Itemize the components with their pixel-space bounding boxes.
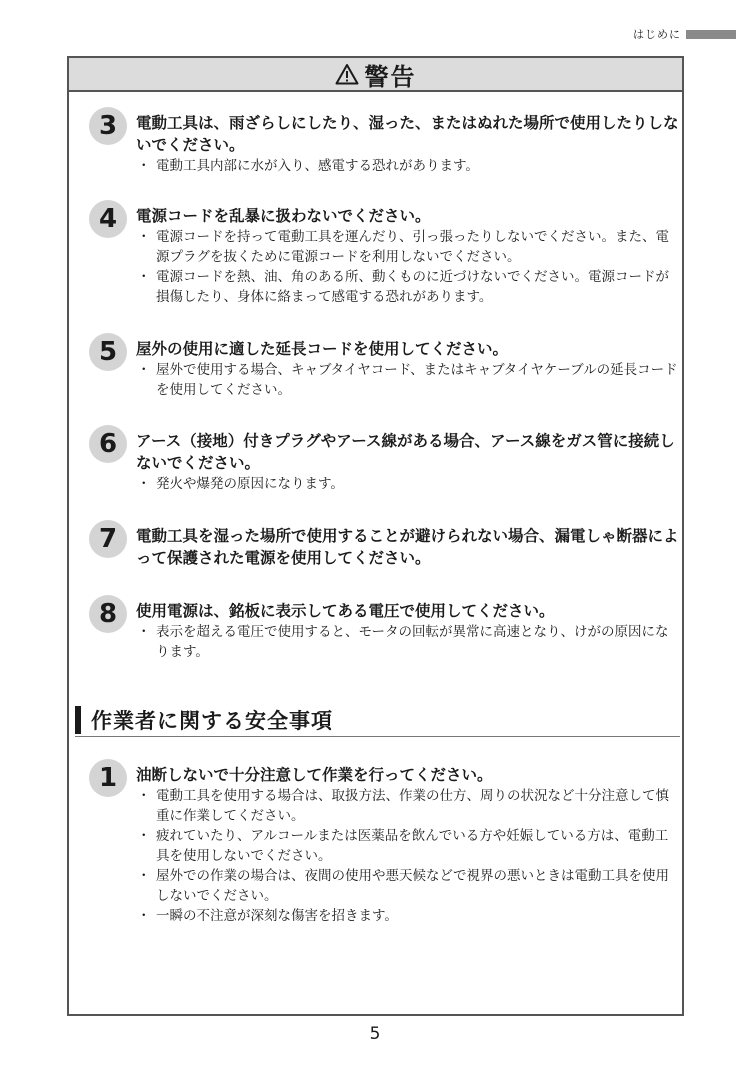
warning-item bbox=[89, 525, 679, 569]
chapter-tab-bar bbox=[686, 30, 736, 39]
chapter-tab-label: はじめに bbox=[633, 28, 681, 41]
page-number: 5 bbox=[369, 1024, 381, 1044]
item-heading: 電源コードを乱暴に扱わないでください。 bbox=[136, 207, 431, 225]
item-number: 5 bbox=[89, 333, 127, 371]
safety-item bbox=[89, 764, 679, 926]
item-bullet: ・ 電源コードを熱、油、角のある所、動くものに近づけないでください。電源コードが損傷したり、身体に絡まって感電する恐れがあります。 bbox=[136, 267, 679, 307]
warning-item bbox=[89, 338, 679, 400]
warning-item bbox=[89, 205, 679, 307]
warning-item bbox=[89, 112, 679, 176]
item-bullet: ・ 疲れていたり、アルコールまたは医薬品を飲んでいる方や妊娠している方は、電動工具を使用しないでください。 bbox=[136, 826, 679, 866]
item-heading: 電動工具は、雨ざらしにしたり、湿った、またはぬれた場所で使用したりしないでください。 bbox=[136, 114, 679, 154]
warning-item bbox=[89, 600, 679, 662]
item-heading: アース（接地）付きプラグやアース線がある場合、アース線をガス管に接続しないでください。 bbox=[136, 432, 675, 472]
item-number: 3 bbox=[89, 107, 127, 145]
item-bullet: ・ 電動工具内部に水が入り、感電する恐れがあります。 bbox=[136, 156, 679, 176]
item-bullet: ・ 屋外で使用する場合、キャブタイヤコード、またはキャブタイヤケーブルの延長コードを使用してください。 bbox=[136, 360, 679, 400]
warning-title: 警告 bbox=[364, 62, 417, 91]
section-marker bbox=[75, 706, 81, 734]
item-number: 4 bbox=[89, 200, 127, 238]
warning-frame bbox=[67, 56, 684, 1016]
item-bullet: ・ 表示を超える電圧で使用すると、モータの回転が異常に高速となり、けがの原因になります。 bbox=[136, 622, 679, 662]
item-number: 1 bbox=[89, 759, 127, 797]
warning-header bbox=[69, 58, 682, 92]
item-number: 7 bbox=[89, 520, 127, 558]
warning-triangle-icon bbox=[335, 63, 359, 85]
warning-item bbox=[89, 430, 679, 494]
item-heading: 電動工具を湿った場所で使用することが避けられない場合、漏電しゃ断器によって保護された電源を使用してください。 bbox=[136, 527, 679, 567]
item-number: 6 bbox=[89, 425, 127, 463]
item-bullet: ・ 電源コードを持って電動工具を運んだり、引っ張ったりしないでください。また、電源プラグを抜くために電源コードを利用しないでください。 bbox=[136, 227, 679, 267]
section-title-text: 作業者に関する安全事項 bbox=[91, 709, 333, 733]
item-bullet: ・ 一瞬の不注意が深刻な傷害を招きます。 bbox=[136, 906, 679, 926]
item-heading: 屋外の使用に適した延長コードを使用してください。 bbox=[136, 340, 509, 358]
section-title bbox=[75, 704, 680, 737]
item-heading: 油断しないで十分注意して作業を行ってください。 bbox=[136, 766, 493, 784]
chapter-tab bbox=[633, 26, 736, 42]
item-heading: 使用電源は、銘板に表示してある電圧で使用してください。 bbox=[136, 602, 555, 620]
item-bullet: ・ 電動工具を使用する場合は、取扱方法、作業の仕方、周りの状況など十分注意して慎重に作業してください。 bbox=[136, 786, 679, 826]
item-bullet: ・ 屋外での作業の場合は、夜間の使用や悪天候などで視界の悪いときは電動工具を使用しないでください。 bbox=[136, 866, 679, 906]
item-bullet: ・ 発火や爆発の原因になります。 bbox=[136, 474, 679, 494]
item-number: 8 bbox=[89, 595, 127, 633]
